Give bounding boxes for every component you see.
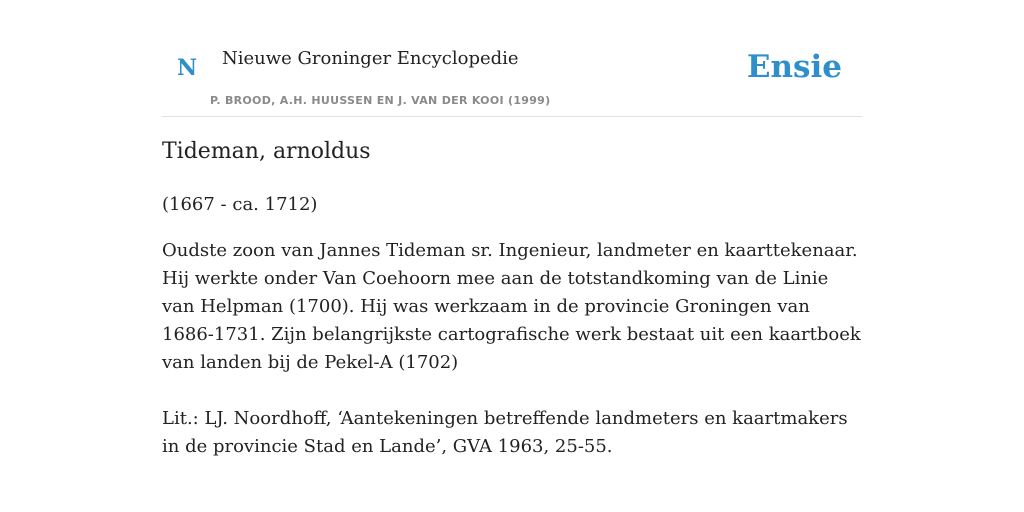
entry-dates: (1667 - ca. 1712)	[162, 193, 318, 215]
entry-content	[162, 138, 862, 461]
encyclopedia-header	[162, 40, 862, 117]
encyclopedia-authors: P. BROOD, A.H. HUUSSEN EN J. VAN DER KOOI (1999)	[210, 94, 551, 107]
encyclopedia-logo-icon[interactable]: N	[177, 55, 198, 81]
encyclopedia-title-link[interactable]: Nieuwe Groninger Encyclopedie	[222, 48, 519, 69]
entry-literature: Lit.: LJ. Noordhoff, ‘Aantekeningen betreffende landmeters en kaartmakers in de provincie Stad en Lande’, GVA 1963, 25-55.	[162, 407, 848, 457]
ensie-brand-logo[interactable]: Ensie	[746, 49, 842, 85]
entry-title: Tideman, arnoldus	[162, 139, 371, 164]
entry-body: Oudste zoon van Jannes Tideman sr. Ingenieur, landmeter en kaarttekenaar. Hij werkte onder Van Coehoorn mee aan de totstandkoming van de Linie van Helpman (1700). Hij was werkzaam in de provincie Groningen van 1686-1731. Zijn belangrijkste cartografische werk bestaat uit een kaartboek van landen bij de Pekel-A (1702)	[162, 239, 861, 373]
